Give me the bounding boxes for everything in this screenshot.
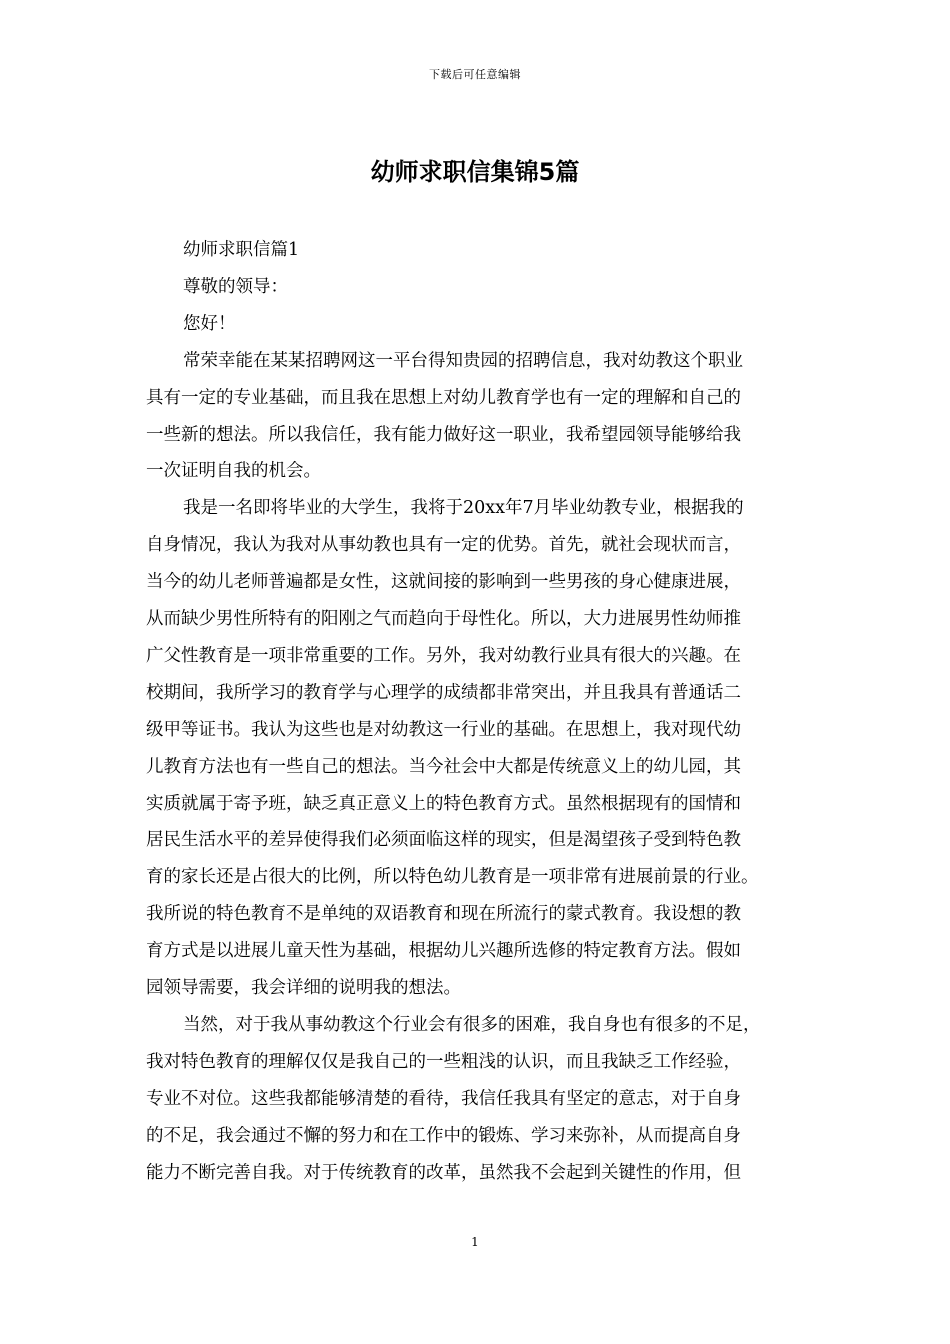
- text-line: 当然，对于我从事幼教这个行业会有很多的困难，我自身也有很多的不足，: [183, 1014, 761, 1035]
- text-line: 从而缺少男性所特有的阳刚之气而趋向于母性化。所以，大力进展男性幼师推: [146, 609, 741, 629]
- text-line: 幼师求职信篇1: [183, 240, 300, 260]
- text-line: 自身情况，我认为我对从事幼教也具有一定的优势。首先，就社会现状而言，: [146, 535, 741, 556]
- text-line: 当今的幼儿老师普遍都是女性，这就间接的影响到一些男孩的身心健康进展，: [146, 572, 741, 593]
- text-line: 一些新的想法。所以我信任，我有能力做好这一职业，我希望园领导能够给我: [146, 424, 741, 445]
- text-line: 校期间，我所学习的教育学与心理学的成绩都非常突出，并且我具有普通话二: [146, 682, 741, 703]
- text-line: 具有一定的专业基础，而且我在思想上对幼儿教育学也有一定的理解和自己的: [146, 387, 741, 408]
- text-line: 我对特色教育的理解仅仅是我自己的一些粗浅的认识，而且我缺乏工作经验，: [146, 1051, 741, 1072]
- text-line: 您好！: [183, 313, 236, 334]
- text-line: 常荣幸能在某某招聘网这一平台得知贵园的招聘信息，我对幼教这个职业: [183, 350, 743, 371]
- text-line: 育方式是以进展儿童天性为基础，根据幼儿兴趣所选修的特定教育方法。假如: [146, 941, 741, 962]
- page-header: 下载后可任意编辑: [429, 68, 521, 81]
- text-line: 我是一名即将毕业的大学生，我将于20xx年7月毕业幼教专业，根据我的: [183, 498, 744, 519]
- text-line: 育的家长还是占很大的比例，所以特色幼儿教育是一项非常有进展前景的行业。: [146, 867, 759, 888]
- text-line: 专业不对位。这些我都能够清楚的看待，我信任我具有坚定的意志，对于自身: [146, 1088, 741, 1109]
- text-line: 居民生活水平的差异使得我们必须面临这样的现实，但是渴望孩子受到特色教: [146, 830, 741, 851]
- text-line: 实质就属于寄予班，缺乏真正意义上的特色教育方式。虽然根据现有的国情和: [146, 793, 741, 814]
- text-line: 能力不断完善自我。对于传统教育的改革，虽然我不会起到关键性的作用，但: [146, 1162, 741, 1183]
- text-line: 的不足，我会通过不懈的努力和在工作中的锻炼、学习来弥补，从而提高自身: [146, 1125, 741, 1146]
- document-title: 幼师求职信集锦5篇: [370, 158, 580, 186]
- text-line: 尊敬的领导：: [183, 276, 288, 297]
- text-line: 广父性教育是一项非常重要的工作。另外，我对幼教行业具有很大的兴趣。在: [146, 645, 741, 666]
- text-line: 儿教育方法也有一些自己的想法。当今社会中大都是传统意义上的幼儿园，其: [146, 756, 741, 777]
- text-line: 我所说的特色教育不是单纯的双语教育和现在所流行的蒙式教育。我设想的教: [146, 904, 741, 925]
- text-line: 级甲等证书。我认为这些也是对幼教这一行业的基础。在思想上，我对现代幼: [146, 719, 741, 740]
- text-line: 园领导需要，我会详细的说明我的想法。: [146, 978, 461, 998]
- page-number: 1: [471, 1235, 479, 1249]
- text-line: 一次证明自我的机会。: [146, 461, 321, 482]
